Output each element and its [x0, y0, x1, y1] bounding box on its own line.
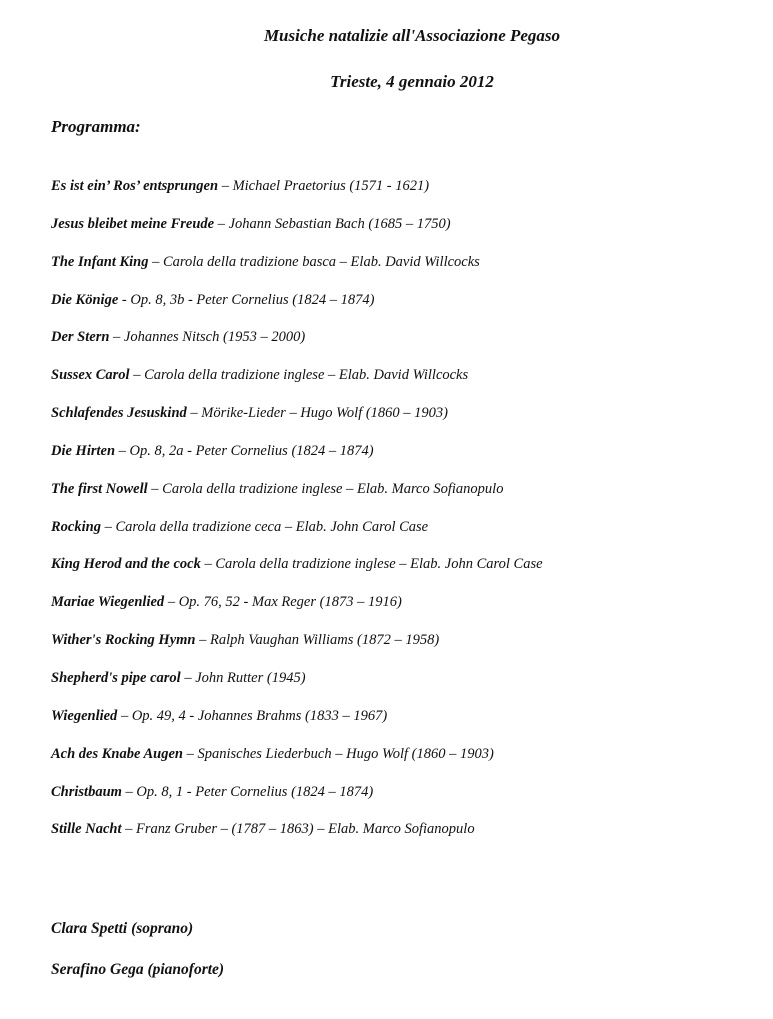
- piece-title: Schlafendes Jesuskind: [51, 405, 187, 422]
- piece-details: – Carola della tradizione basca – Elab. David Willcocks: [148, 253, 480, 270]
- piece-title: Stille Nacht: [51, 821, 122, 838]
- piece-details: – Op. 76, 52 - Max Reger (1873 – 1916): [164, 594, 402, 611]
- piece-title: Es ist ein’ Ros’ entsprungen: [51, 178, 219, 194]
- program-item: [51, 821, 543, 859]
- piece-title: Jesus bleibet meine Freude: [51, 215, 215, 232]
- piece-details: – Carola della tradizione inglese – Elab. John Carol Case: [200, 556, 543, 573]
- program-item: [51, 367, 543, 405]
- program-item: [51, 292, 543, 330]
- piece-title: Die Hirten: [51, 442, 116, 459]
- piece-details: – Op. 49, 4 - Johannes Brahms (1833 – 1967): [117, 707, 388, 724]
- piece-title: Wither's Rocking Hymn: [51, 632, 196, 649]
- piece-details: – Carola della tradizione inglese – Elab. Marco Sofianopulo: [147, 480, 504, 497]
- piece-details: – Johann Sebastian Bach (1685 – 1750): [214, 215, 451, 232]
- piece-details: – Michael Praetorius (1571 - 1621): [218, 178, 430, 194]
- program-item: [51, 746, 543, 784]
- piece-details: – Carola della tradizione inglese – Elab. David Willcocks: [129, 367, 469, 384]
- piece-title: Der Stern: [51, 329, 110, 346]
- program-item: [51, 329, 543, 367]
- piece-details: – Ralph Vaughan Williams (1872 – 1958): [195, 632, 440, 649]
- program-item: [51, 784, 543, 822]
- program-item: [51, 443, 543, 481]
- piece-details: – John Rutter (1945): [180, 669, 306, 686]
- piece-details: – Mörike-Lieder – Hugo Wolf (1860 – 1903): [186, 405, 449, 422]
- piece-details: – Op. 8, 2a - Peter Cornelius (1824 – 1874): [115, 442, 374, 459]
- piece-title: Shepherd's pipe carol: [51, 669, 181, 686]
- program-item: [51, 556, 543, 594]
- piece-title: Rocking: [51, 518, 101, 535]
- program-item: [51, 670, 543, 708]
- program-heading: Programma:: [51, 117, 141, 136]
- piece-details: – Carola della tradizione ceca – Elab. John Carol Case: [100, 518, 429, 535]
- program-item: [51, 178, 543, 216]
- piece-details: – Johannes Nitsch (1953 – 2000): [109, 329, 306, 346]
- piece-title: Die Könige: [51, 291, 119, 308]
- document-title: Musiche natalizie all'Associazione Pegaso: [263, 26, 561, 45]
- program-item: [51, 216, 543, 254]
- piece-title: The first Nowell: [51, 480, 148, 497]
- document-date-place: Trieste, 4 gennaio 2012: [330, 72, 494, 91]
- program-item: [51, 594, 543, 632]
- piece-details: – Spanisches Liederbuch – Hugo Wolf (1860 – 1903): [183, 745, 494, 762]
- program-item: [51, 519, 543, 557]
- piece-title: Sussex Carol: [51, 367, 130, 384]
- piece-title: Christbaum: [51, 783, 122, 800]
- piece-title: Wiegenlied: [51, 707, 118, 724]
- piece-title: The Infant King: [51, 253, 149, 270]
- program-item: [51, 481, 543, 519]
- program-item: [51, 632, 543, 670]
- program-list: [51, 178, 543, 859]
- piece-title: Mariae Wiegenlied: [51, 594, 165, 611]
- program-item: [51, 405, 543, 443]
- program-item: [51, 254, 543, 292]
- piece-details: – Op. 8, 1 - Peter Cornelius (1824 – 1874): [121, 783, 374, 800]
- piece-details: - Op. 8, 3b - Peter Cornelius (1824 – 1874): [118, 291, 375, 308]
- performer-pianist: Serafino Gega (pianoforte): [51, 961, 225, 978]
- piece-title: King Herod and the cock: [51, 556, 201, 573]
- piece-details: – Franz Gruber – (1787 – 1863) – Elab. Marco Sofianopulo: [121, 821, 475, 838]
- program-item: [51, 708, 543, 746]
- piece-title: Ach des Knabe Augen: [51, 745, 183, 762]
- performer-soprano: Clara Spetti (soprano): [51, 920, 194, 937]
